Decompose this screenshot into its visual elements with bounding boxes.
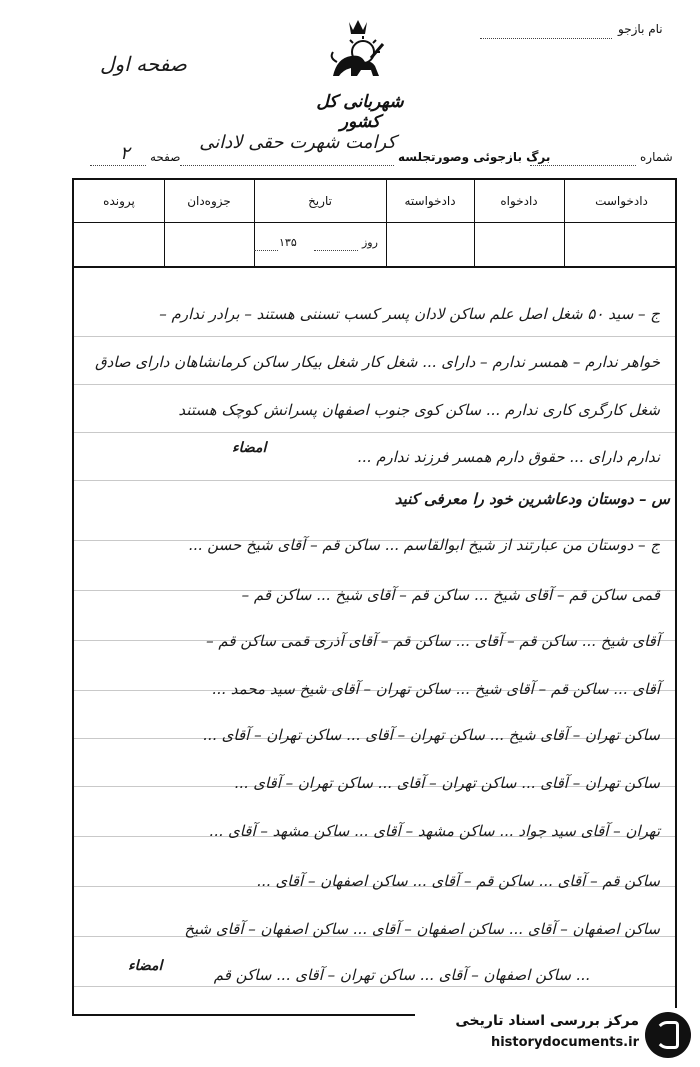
statement-line-6: ج – دوستان من عبارتند از شیخ ابوالقاسم ... ساکن قم – آقای شیخ حسن ... bbox=[188, 536, 660, 554]
archive-name: مرکز بررسی اسناد تاریخی bbox=[455, 1013, 639, 1029]
statement-line-11: ساکن تهران – آقای ... ساکن تهران – آقای ... ساکن تهران – آقای ... bbox=[234, 774, 660, 792]
table-header-petition: دادخواست bbox=[595, 194, 648, 208]
signature-1: امضاء bbox=[232, 440, 267, 456]
page-label: صفحه bbox=[150, 150, 181, 164]
archive-logo-icon bbox=[645, 1012, 691, 1058]
signature-2: امضاء bbox=[128, 958, 163, 974]
table-header-respondent: دادخواسته bbox=[404, 194, 456, 208]
subject-dotted-line bbox=[180, 165, 394, 166]
statement-line-2: خواهر ندارم – همسر ندارم – دارای ... شغل کار شغل بیکار ساکن کرمانشاهان دارای صادق bbox=[95, 353, 660, 371]
statement-line-15: ... ساکن اصفهان – آقای ... ساکن تهران – آقای ... ساکن قم bbox=[213, 966, 590, 984]
statement-line-14: ساکن اصفهان – آقای ... ساکن اصفهان – آقای ... ساکن اصفهان – آقای شیخ bbox=[184, 920, 660, 938]
subject-name: کرامت شهرت حقی لادانی bbox=[199, 132, 396, 153]
statement-line-13: ساکن قم – آقای ... ساکن قم – آقای ... ساکن اصفهان – آقای ... bbox=[256, 872, 660, 890]
archive-watermark bbox=[415, 1008, 695, 1064]
form-header-table bbox=[72, 178, 677, 268]
table-header-date: تاریخ bbox=[308, 194, 332, 208]
page-dotted-line bbox=[90, 165, 146, 166]
ruled-line bbox=[74, 336, 675, 337]
table-header-petitioner: دادخواه bbox=[500, 194, 538, 208]
statement-line-12: تهران – آقای سید جواد ... ساکن مشهد – آقای ... ساکن مشهد – آقای ... bbox=[208, 822, 660, 840]
table-header-folder: جزوه‌دان bbox=[187, 194, 231, 208]
number-label: شماره bbox=[640, 150, 673, 164]
table-header-case: پرونده bbox=[103, 194, 135, 208]
ruled-line bbox=[74, 480, 675, 481]
statement-line-7: قمی ساکن قم – آقای شیخ ... ساکن قم – آقای شیخ ... ساکن قم – bbox=[241, 586, 660, 604]
ruled-line bbox=[74, 384, 675, 385]
archive-site: historydocuments.ir bbox=[490, 1035, 639, 1050]
ruled-line bbox=[74, 986, 675, 987]
date-year: ۱۳۵ bbox=[279, 236, 297, 249]
date-year-dotted-line bbox=[254, 250, 278, 251]
interrogator-label: نام بازجو bbox=[618, 22, 663, 36]
statement-line-4: ندارم دارای ... حقوق دارم همسر فرزند ندارم ... bbox=[357, 448, 660, 466]
interrogator-dotted-line bbox=[480, 38, 612, 39]
date-day-dotted-line bbox=[314, 250, 358, 251]
statement-line-10: ساکن تهران – آقای شیخ ... ساکن تهران – آقای ... ساکن تهران – آقای ... bbox=[202, 726, 660, 744]
statement-line-8: آقای شیخ ... ساکن قم – آقای ... ساکن قم – آقای آذری قمی ساکن قم – bbox=[206, 632, 660, 650]
statement-line-1: ج – سید ۵۰ شغل اصل علم ساکن لادان پسر کسب تسننی هستند – برادر ندارم – bbox=[159, 305, 660, 323]
ruled-line bbox=[74, 432, 675, 433]
statement-question: س – دوستان ودعاشرین خود را معرفی کنید bbox=[394, 490, 670, 508]
lion-and-sun-emblem-icon bbox=[327, 18, 389, 84]
form-title: برگ بازجوئی وصورتجلسه bbox=[398, 150, 551, 164]
page-number: ۲ bbox=[120, 143, 130, 164]
page-note: صفحه اول bbox=[100, 52, 187, 76]
statement-line-9: آقای ... ساکن قم – آقای شیخ ... ساکن تهران – آقای شیخ سید محمد ... bbox=[211, 680, 660, 698]
number-dotted-line bbox=[530, 165, 636, 166]
statement-line-3: شغل کارگری کاری ندارم ... ساکن کوی جنوب اصفهان پسرانش کوچک هستند bbox=[178, 401, 660, 419]
date-day-label: روز bbox=[362, 236, 378, 249]
organization-title: شهربانی کل کشور bbox=[316, 92, 404, 132]
